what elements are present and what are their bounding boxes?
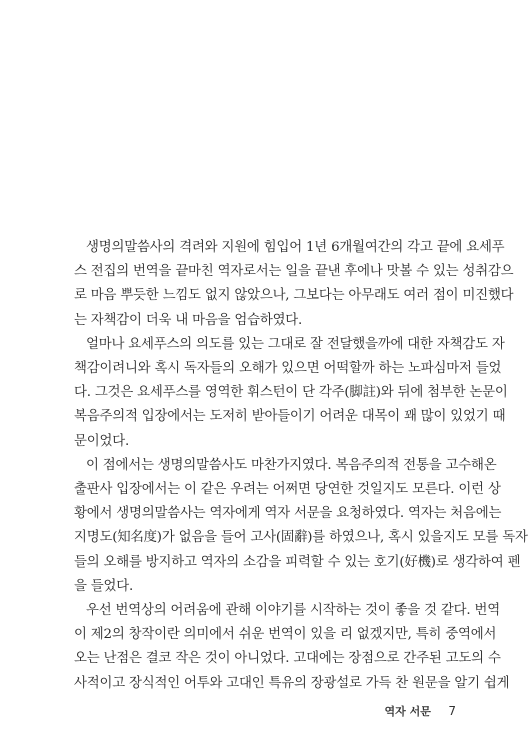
- text-line: 우선 번역상의 어려움에 관해 이야기를 시작하는 것이 좋을 것 같다. 번역: [86, 603, 500, 619]
- text-line: 책감이려니와 혹시 독자들의 오해가 있으면 어떡할까 하는 노파심마저 들었: [74, 361, 502, 377]
- paragraph-2: [74, 333, 508, 454]
- text-line: 복음주의적 입장에서는 도저히 받아들이기 어려운 대목이 꽤 많이 있었기 때: [74, 409, 506, 425]
- page-footer: [0, 703, 456, 719]
- text-line: 출판사 입장에서는 이 같은 우려는 어쩌면 당연한 것일지도 모른다. 이런 상: [74, 482, 501, 498]
- text-line: 이 점에서는 생명의말씀사도 마찬가지였다. 복음주의적 전통을 고수해온: [86, 457, 497, 473]
- text-line: 다. 그것은 요세푸스를 영역한 휘스턴이 단 각주(脚註)와 뒤에 첨부한 논문이: [74, 385, 508, 401]
- text-line: 이 제2의 창작이란 의미에서 쉬운 번역이 있을 리 없겠지만, 특히 중역에서: [74, 627, 497, 643]
- text-line: 생명의말씀사의 격려와 지원에 힘입어 1년 6개월여간의 각고 끝에 요세푸: [86, 240, 505, 255]
- running-footer-title: 역자 서문: [384, 705, 431, 718]
- body-text: [74, 236, 528, 696]
- text-line: 스 전집의 번역을 끝마친 역자로서는 일을 끝낸 후에나 맛볼 수 있는 성취감으: [74, 264, 514, 280]
- text-line: 얼마나 요세푸스의 의도를 있는 그대로 잘 전달했을까에 대한 자책감도 자: [86, 336, 505, 352]
- paragraph-4: [74, 599, 510, 696]
- text-line: 들의 오해를 방지하고 역자의 소감을 피력할 수 있는 호기(好機)로 생각하여 펜: [74, 554, 521, 570]
- paragraph-3: [74, 454, 528, 599]
- text-line: 문이었다.: [74, 433, 129, 449]
- text-line: 을 들었다.: [74, 578, 134, 594]
- text-line: 오는 난점은 결코 작은 것이 아니었다. 고대에는 장점으로 간주된 고도의 수: [74, 651, 501, 667]
- text-line: 로 마음 뿌듯한 느낌도 없지 않았으나, 그보다는 아무래도 여러 점이 미진했다: [74, 288, 514, 304]
- paragraph-1: [74, 236, 514, 333]
- page-number: 7: [448, 704, 456, 718]
- text-line: 황에서 생명의말씀사는 역자에게 역자 서문을 요청하였다. 역자는 처음에는: [74, 506, 502, 522]
- text-line: 지명도(知名度)가 없음을 들어 고사(固辭)를 하였으나, 혹시 있을지도 모를 독자: [74, 530, 528, 546]
- text-line: 는 자책감이 더욱 내 마음을 엄습하였다.: [74, 312, 303, 328]
- text-line: 사적이고 장식적인 어투와 고대인 특유의 장광설로 가득 찬 원문을 알기 쉽게: [74, 675, 510, 691]
